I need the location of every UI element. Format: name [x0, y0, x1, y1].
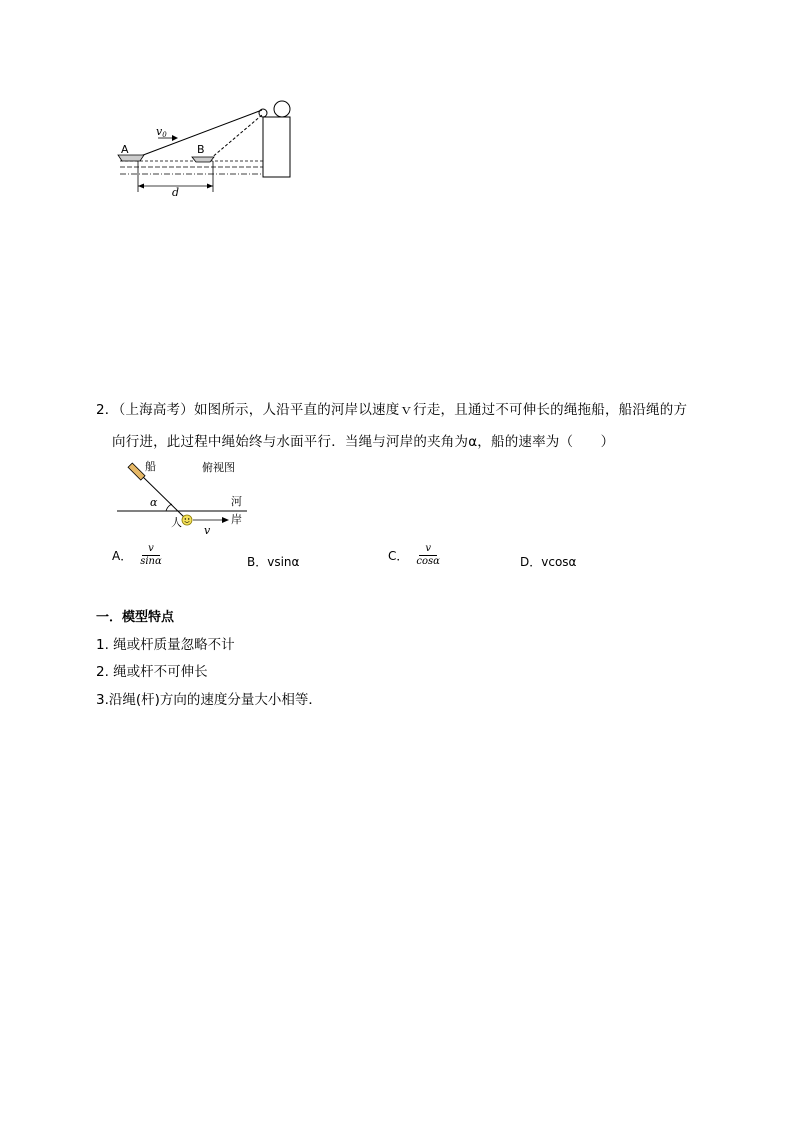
person-eye: [188, 518, 189, 519]
d-arrow-left: [138, 184, 144, 189]
tower: [263, 117, 290, 177]
feature-item-2: 2. 绳或杆不可伸长: [96, 664, 208, 680]
option-key: C．: [388, 549, 409, 563]
option-c[interactable]: [388, 543, 444, 568]
boat-b: [192, 157, 214, 162]
denominator: sinα: [140, 556, 162, 567]
label-a: A: [121, 143, 129, 156]
label-top-view: 俯视图: [202, 461, 235, 474]
fraction: [136, 543, 166, 568]
figure-boat-pulley: [110, 95, 310, 205]
person-icon: [182, 515, 192, 525]
boat: [128, 463, 145, 480]
question-2-line-1: 2．（上海高考）如图所示，人沿平直的河岸以速度ｖ行走，且通过不可伸长的绳拖船，船沿绳的方: [96, 402, 688, 418]
label-b: B: [197, 143, 205, 156]
feature-item-1: 1. 绳或杆质量忽略不计: [96, 637, 235, 653]
numerator: v: [419, 543, 437, 556]
option-text: vsinα: [267, 554, 300, 569]
fraction: [412, 543, 444, 568]
denominator: cosα: [416, 556, 440, 567]
label-v0: v0: [156, 125, 167, 139]
d-arrow-right: [207, 184, 213, 189]
rope-b: [210, 115, 262, 159]
label-v: v: [204, 524, 211, 537]
option-key: B．: [247, 555, 268, 569]
option-d[interactable]: [520, 553, 576, 570]
person-eye: [185, 518, 186, 519]
label-alpha: α: [150, 496, 158, 509]
question-2-line-2: 向行进，此过程中绳始终与水面平行．当绳与河岸的夹角为α，船的速率为（ ）: [112, 434, 615, 450]
rope: [140, 474, 186, 519]
option-key: D．: [520, 555, 542, 569]
label-river: 河: [231, 495, 242, 508]
option-text: vcosα: [541, 554, 577, 569]
numerator: v: [142, 543, 160, 556]
label-d: d: [172, 186, 180, 199]
arrow-head: [222, 517, 229, 523]
label-person: 人: [171, 516, 182, 529]
feature-item-3: 3.沿绳(杆)方向的速度分量大小相等．: [96, 692, 322, 708]
option-b[interactable]: [247, 553, 299, 570]
arrow-head: [172, 135, 178, 141]
figure-top-view: [112, 455, 257, 540]
label-bank: 岸: [231, 513, 242, 526]
option-a[interactable]: [112, 543, 166, 568]
pulley: [274, 101, 290, 117]
option-key: A．: [112, 549, 133, 563]
section-title: 一．模型特点: [96, 610, 175, 625]
label-boat: 船: [145, 460, 156, 473]
